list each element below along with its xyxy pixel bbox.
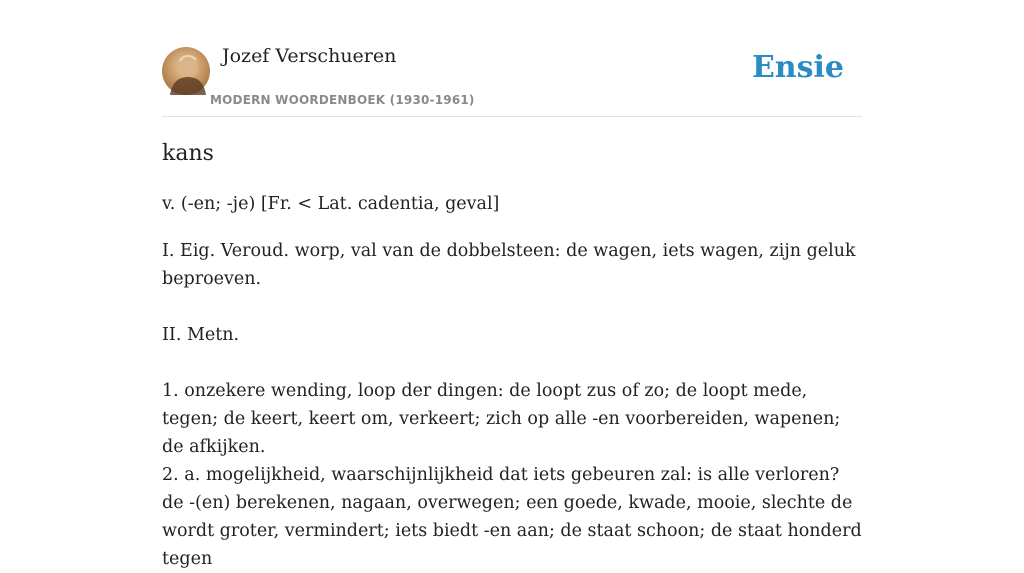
entry-headword: kans	[162, 141, 214, 166]
author-name[interactable]: Jozef Verschueren	[222, 45, 397, 67]
entry-content	[162, 138, 862, 573]
source-label[interactable]: MODERN WOORDENBOEK (1930-1961)	[210, 93, 475, 107]
author-avatar[interactable]	[162, 47, 210, 95]
portrait-icon	[162, 47, 210, 95]
entry-paragraph: II. Metn.	[162, 325, 240, 345]
entry-paragraph: 1. onzekere wending, loop der dingen: de loopt zus of zo; de loopt mede, tegen; de keert, keert om, verkeert; zich op alle -en voorbereiden, wapenen; de afkijken. 2. a. mogelijkheid, waarschijnlijkheid dat iets gebeuren zal: is alle verloren? de -(en) berekenen, nagaan, overwegen; een goede, kwade, mooie, slechte de wordt groter, vermindert; iets biedt -en aan; de staat schoon; de staat honderd tegen	[162, 381, 862, 569]
entry-paragraph: I. Eig. Veroud. worp, val van de dobbelsteen: de wagen, iets wagen, zijn geluk beproeven.	[162, 241, 856, 289]
paragraph-spacer	[162, 349, 862, 377]
entry-grammar: v. (-en; -je) [Fr. < Lat. cadentia, geval]	[162, 194, 500, 214]
header	[162, 0, 862, 117]
brand-logo[interactable]: Ensie	[751, 50, 844, 85]
paragraph-spacer	[162, 293, 862, 321]
